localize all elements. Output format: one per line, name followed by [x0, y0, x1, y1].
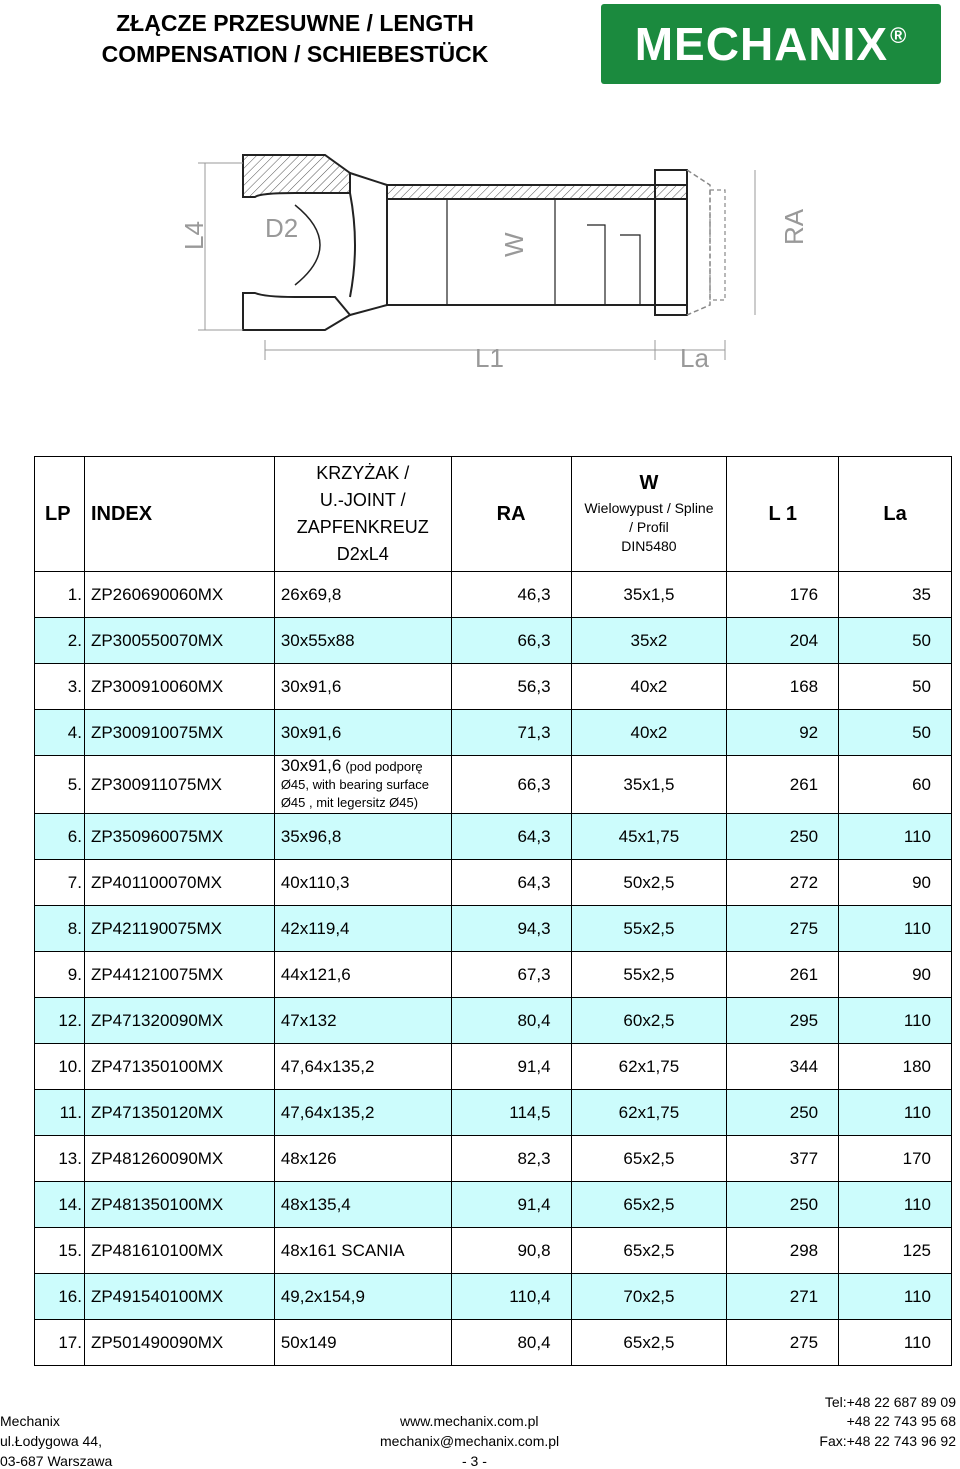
d2-label: D2 — [265, 213, 299, 243]
cell-joint: 35x96,8 — [274, 814, 451, 860]
title-line-1: ZŁĄCZE PRZESUWNE / LENGTH — [116, 10, 474, 36]
cell-l1: 176 — [727, 572, 839, 618]
logo-text: MECHANIX® — [634, 18, 908, 70]
cell-ra: 91,4 — [451, 1044, 571, 1090]
cell-ra: 110,4 — [451, 1274, 571, 1320]
registered-mark-icon: ® — [890, 23, 908, 48]
cell-la: 60 — [839, 756, 952, 814]
cell-ra: 94,3 — [451, 906, 571, 952]
cell-la: 50 — [839, 618, 952, 664]
header-la: La — [839, 457, 952, 572]
cell-la: 50 — [839, 710, 952, 756]
cell-index: ZP441210075MX — [84, 952, 274, 998]
cell-joint: 40x110,3 — [274, 860, 451, 906]
specification-table — [34, 456, 952, 1366]
table-row — [35, 1044, 952, 1090]
cell-w: 65x2,5 — [571, 1136, 727, 1182]
cell-index: ZP471350100MX — [84, 1044, 274, 1090]
cell-index: ZP300910060MX — [84, 664, 274, 710]
cell-lp: 15. — [35, 1228, 85, 1274]
cell-la: 180 — [839, 1044, 952, 1090]
cell-w: 65x2,5 — [571, 1228, 727, 1274]
title-line-2: COMPENSATION / SCHIEBESTÜCK — [101, 41, 489, 67]
cell-la: 110 — [839, 906, 952, 952]
cell-w: 55x2,5 — [571, 906, 727, 952]
cell-index: ZP300550070MX — [84, 618, 274, 664]
cell-l1: 272 — [727, 860, 839, 906]
footer-company: Mechanix — [0, 1413, 60, 1429]
cell-l1: 92 — [727, 710, 839, 756]
cell-joint: 47,64x135,2 — [274, 1090, 451, 1136]
cell-w: 35x1,5 — [571, 572, 727, 618]
cell-lp: 1. — [35, 572, 85, 618]
cell-lp: 6. — [35, 814, 85, 860]
cell-l1: 275 — [727, 906, 839, 952]
cell-index: ZP501490090MX — [84, 1320, 274, 1366]
cell-lp: 13. — [35, 1136, 85, 1182]
table-header-row — [35, 457, 952, 572]
table-row — [35, 572, 952, 618]
table-row — [35, 1274, 952, 1320]
cell-la: 50 — [839, 664, 952, 710]
footer-tel2: +48 22 743 95 68 — [846, 1413, 956, 1429]
cell-w: 60x2,5 — [571, 998, 727, 1044]
cell-index: ZP491540100MX — [84, 1274, 274, 1320]
cell-ra: 71,3 — [451, 710, 571, 756]
cell-lp: 8. — [35, 906, 85, 952]
table-row — [35, 756, 952, 814]
cell-w: 62x1,75 — [571, 1044, 727, 1090]
cell-lp: 14. — [35, 1182, 85, 1228]
table-row — [35, 906, 952, 952]
cell-joint-note: (pod podporę — [345, 759, 423, 774]
table-row — [35, 1136, 952, 1182]
cell-la: 125 — [839, 1228, 952, 1274]
cell-w: 45x1,75 — [571, 814, 727, 860]
cell-l1: 250 — [727, 1182, 839, 1228]
cell-ra: 64,3 — [451, 860, 571, 906]
footer-street: ul.Łodygowa 44, — [0, 1433, 102, 1449]
cell-index: ZP260690060MX — [84, 572, 274, 618]
footer-email[interactable]: mechanix@mechanix.com.pl — [380, 1433, 560, 1449]
header-lp: LP — [35, 457, 85, 572]
cell-joint: 50x149 — [274, 1320, 451, 1366]
cell-lp: 2. — [35, 618, 85, 664]
cell-lp: 7. — [35, 860, 85, 906]
cell-joint: 48x126 — [274, 1136, 451, 1182]
cell-joint: 30x91,6 — [274, 710, 451, 756]
cell-ra: 80,4 — [451, 998, 571, 1044]
cell-ra: 66,3 — [451, 618, 571, 664]
cell-la: 110 — [839, 1274, 952, 1320]
cell-w: 65x2,5 — [571, 1182, 727, 1228]
cell-ra: 90,8 — [451, 1228, 571, 1274]
table-row — [35, 998, 952, 1044]
table-row — [35, 1090, 952, 1136]
cell-joint — [274, 756, 451, 814]
footer-city: 03-687 Warszawa — [0, 1453, 113, 1469]
mechanix-logo — [601, 4, 941, 84]
cell-ra: 67,3 — [451, 952, 571, 998]
cell-lp: 12. — [35, 998, 85, 1044]
cell-l1: 261 — [727, 952, 839, 998]
cell-l1: 168 — [727, 664, 839, 710]
cell-w: 65x2,5 — [571, 1320, 727, 1366]
cell-lp: 17. — [35, 1320, 85, 1366]
cell-l1: 295 — [727, 998, 839, 1044]
cell-lp: 10. — [35, 1044, 85, 1090]
cell-index: ZP471350120MX — [84, 1090, 274, 1136]
cell-l1: 250 — [727, 1090, 839, 1136]
table-row — [35, 814, 952, 860]
table-row — [35, 1182, 952, 1228]
table-row — [35, 664, 952, 710]
cell-ra: 80,4 — [451, 1320, 571, 1366]
cell-joint: 26x69,8 — [274, 572, 451, 618]
cell-joint: 48x135,4 — [274, 1182, 451, 1228]
cell-w: 40x2 — [571, 664, 727, 710]
ra-label: RA — [779, 208, 809, 245]
cell-la: 90 — [839, 952, 952, 998]
header-index: INDEX — [84, 457, 274, 572]
cell-joint: 49,2x154,9 — [274, 1274, 451, 1320]
cell-ra: 91,4 — [451, 1182, 571, 1228]
cell-joint: 42x119,4 — [274, 906, 451, 952]
table-row — [35, 952, 952, 998]
cell-index: ZP481260090MX — [84, 1136, 274, 1182]
footer-tel1: Tel:+48 22 687 89 09 — [824, 1394, 956, 1410]
cell-w: 70x2,5 — [571, 1274, 727, 1320]
cell-l1: 271 — [727, 1274, 839, 1320]
cell-joint: 30x55x88 — [274, 618, 451, 664]
cell-joint: 30x91,6 — [274, 664, 451, 710]
footer-page-number: - 3 - — [462, 1453, 487, 1469]
cell-lp: 9. — [35, 952, 85, 998]
table-row — [35, 860, 952, 906]
table-row — [35, 710, 952, 756]
cell-lp: 11. — [35, 1090, 85, 1136]
cell-l1: 344 — [727, 1044, 839, 1090]
l4-label: L4 — [179, 221, 209, 250]
cell-la: 110 — [839, 1320, 952, 1366]
cell-joint: 48x161 SCANIA — [274, 1228, 451, 1274]
footer-fax: Fax:+48 22 743 96 92 — [819, 1433, 956, 1449]
cell-index: ZP350960075MX — [84, 814, 274, 860]
cell-la: 110 — [839, 814, 952, 860]
cell-l1: 204 — [727, 618, 839, 664]
cell-la: 35 — [839, 572, 952, 618]
cell-w: 55x2,5 — [571, 952, 727, 998]
cell-la: 170 — [839, 1136, 952, 1182]
header-ra: RA — [451, 457, 571, 572]
cell-index: ZP401100070MX — [84, 860, 274, 906]
cell-lp: 3. — [35, 664, 85, 710]
cell-index: ZP421190075MX — [84, 906, 274, 952]
table-row — [35, 618, 952, 664]
table-row — [35, 1228, 952, 1274]
cell-lp: 5. — [35, 756, 85, 814]
header-joint: KRZYŻAK / U.-JOINT / ZAPFENKREUZ D2xL4 — [274, 457, 451, 572]
cell-la: 90 — [839, 860, 952, 906]
cell-w: 35x2 — [571, 618, 727, 664]
cell-ra: 56,3 — [451, 664, 571, 710]
cell-w: 50x2,5 — [571, 860, 727, 906]
slip-yoke-drawing — [165, 145, 809, 380]
cell-lp: 16. — [35, 1274, 85, 1320]
cell-ra: 82,3 — [451, 1136, 571, 1182]
table-row — [35, 1320, 952, 1366]
cell-l1: 250 — [727, 814, 839, 860]
header-l1: L 1 — [727, 457, 839, 572]
cell-w: 40x2 — [571, 710, 727, 756]
cell-index: ZP471320090MX — [84, 998, 274, 1044]
cell-joint: 44x121,6 — [274, 952, 451, 998]
cell-l1: 377 — [727, 1136, 839, 1182]
cell-la: 110 — [839, 998, 952, 1044]
cell-w: 62x1,75 — [571, 1090, 727, 1136]
w-label: W — [499, 232, 529, 257]
cell-joint-note: Ø45 , mit legersitz Ø45) — [280, 795, 419, 810]
cell-l1: 298 — [727, 1228, 839, 1274]
cell-lp: 4. — [35, 710, 85, 756]
cell-ra: 114,5 — [451, 1090, 571, 1136]
cell-ra: 64,3 — [451, 814, 571, 860]
cell-index: ZP481610100MX — [84, 1228, 274, 1274]
cell-ra: 66,3 — [451, 756, 571, 814]
la-label: La — [680, 343, 709, 373]
cell-index: ZP300910075MX — [84, 710, 274, 756]
cell-index: ZP300911075MX — [84, 756, 274, 814]
cell-w: 35x1,5 — [571, 756, 727, 814]
cell-l1: 275 — [727, 1320, 839, 1366]
page-title — [60, 8, 530, 70]
cell-joint: 47,64x135,2 — [274, 1044, 451, 1090]
footer-website[interactable]: www.mechanix.com.pl — [400, 1413, 539, 1429]
cell-joint-note: Ø45, with bearing surface — [280, 777, 429, 792]
l1-label: L1 — [475, 343, 504, 373]
cell-joint: 47x132 — [274, 998, 451, 1044]
header-w: W Wielowypust / Spline / Profil DIN5480 — [571, 457, 727, 572]
cell-la: 110 — [839, 1182, 952, 1228]
cell-la: 110 — [839, 1090, 952, 1136]
cell-joint-value: 30x91,6 — [280, 756, 342, 775]
cell-ra: 46,3 — [451, 572, 571, 618]
cell-l1: 261 — [727, 756, 839, 814]
cell-index: ZP481350100MX — [84, 1182, 274, 1228]
